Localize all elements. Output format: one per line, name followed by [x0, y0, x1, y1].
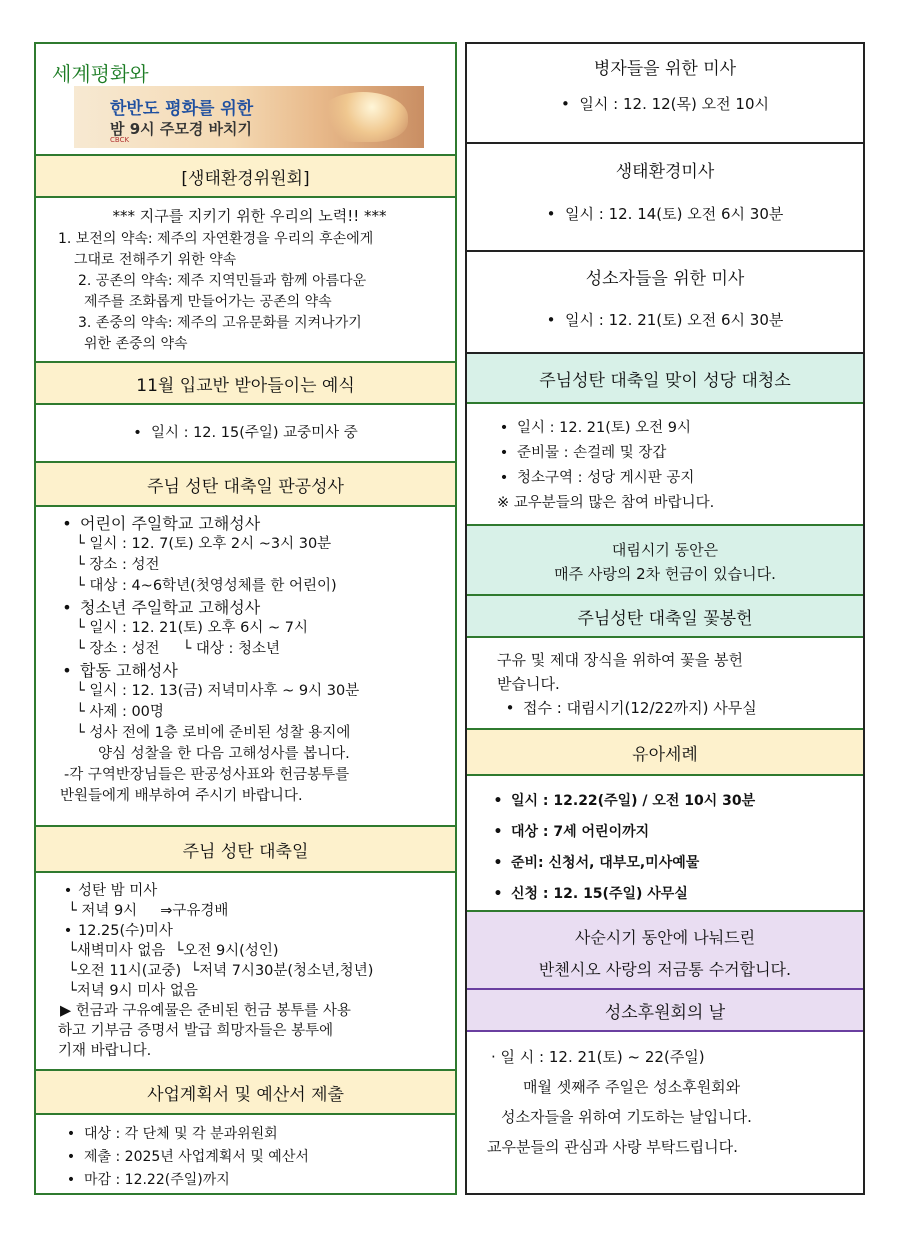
bullet-icon: •	[63, 883, 73, 899]
bullet-icon: •	[62, 598, 72, 617]
left-column	[34, 42, 457, 1195]
vocation-mass-title: 성소자들을 위한 미사	[585, 268, 745, 289]
flowers-item: • 접수 : 대림시기(12/22까지) 사무실	[497, 696, 847, 720]
confession-detail: 양심 성찰을 한 다음 고해성사를 봅니다.	[98, 746, 350, 762]
advent-notice	[467, 526, 863, 596]
bullet-icon: •	[546, 205, 565, 223]
confession-item: • 청소년 주일학교 고해성사	[54, 597, 447, 618]
flowers-text: 받습니다.	[497, 675, 560, 693]
banner-image-subtitle: 밤 9시 주모경 바치기	[110, 120, 253, 138]
cleaning-item: • 준비물 : 손걸레 및 장갑	[491, 441, 855, 466]
bullet-icon: •	[499, 445, 509, 461]
welcome-rite-body	[36, 405, 455, 463]
flowers-title: 주님성탄 대축일 꽃봉헌	[467, 596, 863, 638]
welcome-rite-title: 11월 입교반 받아들이는 예식	[36, 363, 455, 405]
bullet-icon: •	[493, 855, 503, 871]
vocation-day-date: · 일 시 : 12. 21(토) ~ 22(주일)	[491, 1048, 705, 1066]
budget-item: • 대상 : 각 단체 및 각 분과위원회	[58, 1123, 447, 1146]
right-column	[465, 42, 865, 1195]
eco-line: 1. 보전의 약속: 제주의 자연환경을 우리의 후손에게	[58, 231, 374, 247]
vocation-day-body	[467, 1032, 863, 1162]
confession-detail: └ 사제 : 00명	[76, 704, 164, 720]
bullet-icon: •	[499, 470, 509, 486]
infant-baptism-body	[467, 776, 863, 912]
cbck-logo: CBCK	[110, 136, 130, 144]
praying-hands-icon	[318, 92, 408, 142]
welcome-rite-date: 일시 : 12. 15(주일) 교중미사 중	[150, 424, 358, 441]
confession-detail: └ 장소 : 성전 └ 대상 : 청소년	[76, 641, 280, 657]
budget-title: 사업계획서 및 예산서 제출	[36, 1071, 455, 1115]
christmas-note: 하고 기부금 증명서 발급 희망자들은 봉투에	[58, 1023, 334, 1039]
bullet-icon: •	[499, 420, 509, 436]
eco-committee-body	[36, 198, 455, 363]
sick-mass-date: • 일시 : 12. 12(목) 오전 10시	[561, 95, 769, 113]
lent-notice	[467, 912, 863, 990]
cleaning-item: • 청소구역 : 성당 게시판 공지	[491, 466, 855, 491]
lent-line: 사순시기 동안에 나눠드린	[574, 928, 756, 947]
cleaning-item: • 일시 : 12. 21(토) 오전 9시	[491, 416, 855, 441]
confession-detail: └ 일시 : 12. 7(토) 오후 2시 ~3시 30분	[76, 536, 332, 552]
baptism-item: • 신청 : 12. 15(주일) 사무실	[485, 879, 855, 910]
baptism-item: • 대상 : 7세 어린이까지	[485, 817, 855, 848]
flowers-body	[467, 638, 863, 730]
confession-detail: └ 대상 : 4~6학년(첫영성체를 한 어린이)	[76, 578, 337, 594]
bullet-icon: •	[493, 886, 503, 902]
eco-line: 3. 존중의 약속: 제주의 고유문화를 지켜나가기	[78, 315, 362, 331]
vocation-day-text: 매월 셋째주 주일은 성소후원회와	[523, 1078, 741, 1096]
bullet-icon: •	[63, 923, 73, 939]
christmas-item: • 성탄 밤 미사	[58, 881, 447, 901]
peace-banner	[36, 44, 455, 156]
bullet-icon: •	[546, 311, 565, 329]
bullet-icon: •	[62, 514, 72, 533]
budget-item: • 마감 : 12.22(주일)까지	[58, 1169, 447, 1192]
baptism-item: • 준비: 신청서, 대부모,미사예물	[485, 848, 855, 879]
peace-prayer-banner-image	[74, 86, 424, 148]
confession-title: 주님 성탄 대축일 판공성사	[36, 463, 455, 507]
bullet-icon: •	[66, 1126, 76, 1142]
budget-body	[36, 1115, 455, 1192]
bullet-icon: •	[133, 424, 151, 441]
eco-mass-section	[467, 144, 863, 252]
sick-mass-section	[467, 44, 863, 144]
bullet-icon: •	[505, 699, 515, 717]
eco-committee-title: [생태환경위원회]	[36, 156, 455, 198]
confession-detail: └ 일시 : 12. 13(금) 저녁미사후 ~ 9시 30분	[76, 683, 360, 699]
budget-item: • 제출 : 2025년 사업계획서 및 예산서	[58, 1146, 447, 1169]
cleaning-title: 주님성탄 대축일 맞이 성당 대청소	[467, 354, 863, 404]
confession-detail: └ 장소 : 성전	[76, 557, 160, 573]
banner-title: 세계평화와	[52, 62, 149, 86]
advent-line: 매주 사랑의 2차 헌금이 있습니다.	[554, 565, 776, 583]
christmas-detail: └오전 11시(교중) └저녁 7시30분(청소년,청년)	[68, 963, 374, 979]
confession-note: 반원들에게 배부하여 주시기 바랍니다.	[60, 788, 303, 804]
confession-body	[36, 507, 455, 827]
christmas-detail: └새벽미사 없음 └오전 9시(성인)	[68, 943, 279, 959]
eco-mass-date: • 일시 : 12. 14(토) 오전 6시 30분	[546, 205, 784, 223]
banner-image-headline: 한반도 평화를 위한	[110, 99, 254, 119]
bullet-icon: •	[493, 793, 503, 809]
eco-line: 그대로 전해주기 위한 약속	[74, 252, 237, 268]
bullet-icon: •	[62, 661, 72, 680]
christmas-body	[36, 873, 455, 1071]
eco-committee-heading: *** 지구를 지키기 위한 우리의 노력!! ***	[112, 207, 387, 225]
cleaning-body	[467, 404, 863, 526]
eco-mass-title: 생태환경미사	[615, 161, 715, 182]
eco-line: 위한 존중의 약속	[84, 336, 188, 352]
bullet-icon: •	[493, 824, 503, 840]
confession-detail: └ 일시 : 12. 21(토) 오후 6시 ~ 7시	[76, 620, 308, 636]
eco-line: 제주를 조화롭게 만들어가는 공존의 약속	[84, 294, 332, 310]
infant-baptism-title: 유아세례	[467, 730, 863, 776]
christmas-detail: └저녁 9시 미사 없음	[68, 983, 198, 999]
bullet-icon: •	[561, 95, 580, 113]
christmas-item: • 12.25(수)미사	[58, 921, 447, 941]
sick-mass-title: 병자들을 위한 미사	[593, 58, 737, 79]
christmas-title: 주님 성탄 대축일	[36, 827, 455, 873]
baptism-item: • 일시 : 12.22(주일) / 오전 10시 30분	[485, 786, 855, 817]
confession-item: • 어린이 주일학교 고해성사	[54, 513, 447, 534]
christmas-note: 기재 바랍니다.	[58, 1043, 152, 1059]
bullet-icon: •	[66, 1149, 76, 1165]
lent-line: 반첸시오 사랑의 저금통 수거합니다.	[538, 960, 792, 979]
confession-item: • 합동 고해성사	[54, 660, 447, 681]
advent-line: 대림시기 동안은	[611, 541, 719, 559]
eco-line: 2. 공존의 약속: 제주 지역민들과 함께 아름다운	[78, 273, 367, 289]
vocation-mass-date: • 일시 : 12. 21(토) 오전 6시 30분	[546, 311, 784, 329]
vocation-day-title: 성소후원회의 날	[467, 990, 863, 1032]
christmas-detail: └ 저녁 9시 ⇒구유경배	[68, 903, 229, 919]
cleaning-note: ※ 교우분들의 많은 참여 바랍니다.	[497, 495, 715, 511]
flowers-text: 구유 및 제대 장식을 위하여 꽃을 봉헌	[497, 651, 743, 669]
vocation-mass-section	[467, 252, 863, 354]
confession-detail: └ 성사 전에 1층 로비에 준비된 성찰 용지에	[76, 725, 351, 741]
vocation-day-text: 교우분들의 관심과 사랑 부탁드립니다.	[487, 1138, 738, 1156]
bullet-icon: •	[66, 1172, 76, 1188]
christmas-note: ▶ 헌금과 구유예물은 준비된 헌금 봉투를 사용	[60, 1003, 351, 1019]
vocation-day-text: 성소자들을 위하여 기도하는 날입니다.	[501, 1108, 752, 1126]
confession-note: -각 구역반장님들은 판공성사표와 헌금봉투를	[64, 767, 350, 783]
